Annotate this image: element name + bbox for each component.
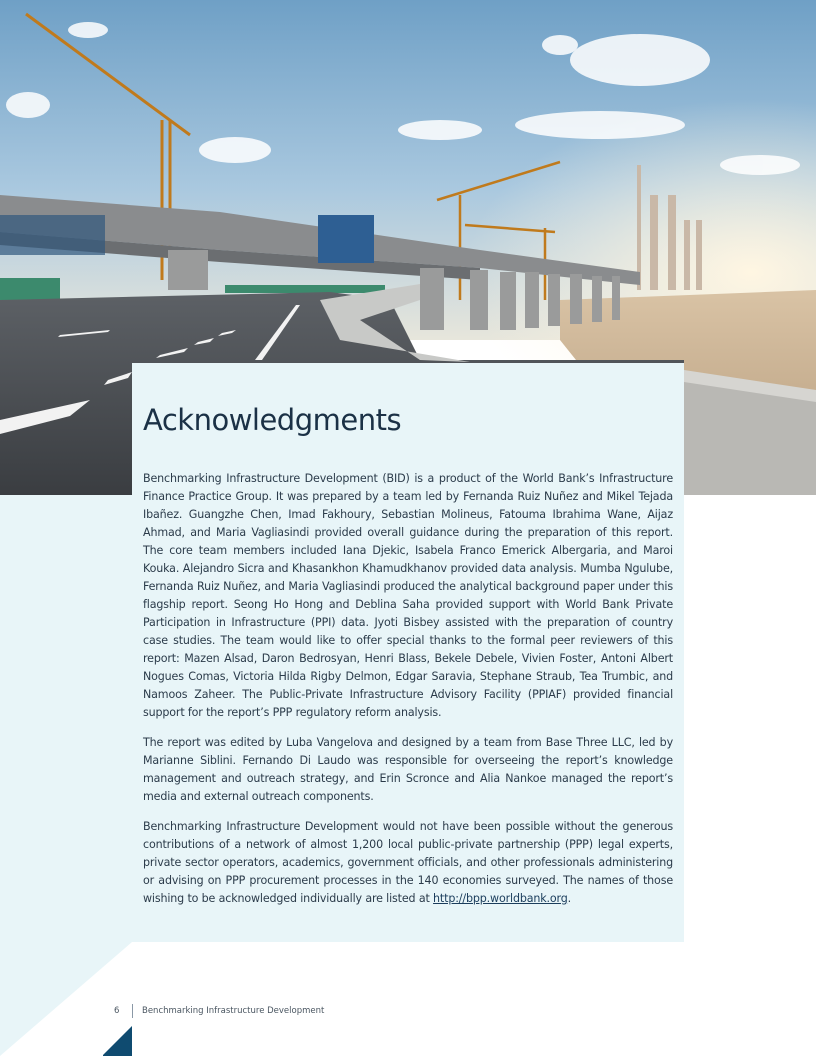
paragraph-team: Benchmarking Infrastructure Development (BID) is a product of the World Bank’s Infrastructure Finance Practice Group. It was prepared by a team led by Fernanda Ruiz Nuñez and Mikel Tejada Ibañez. Guangzhe Chen, Imad Fakhoury, Sebastian Molineus, Fatouma Ibrahima Wane, Aijaz Ahmad, and Maria Vagliasindi provided overall guidance during the preparation of this report. The core team members included Iana Djekic, Isabela Franco Emerick Albergaria, and Maroi Kouka. Alejandro Sicra and Khasankhon Khamudkhanov provided data analysis. Mumba Ngulube, Fernanda Ruiz Nuñez, and Maria Vagliasindi produced the analytical background paper under this flagship report. Seong Ho Hong and Deblina Saha provided support with World Bank Private Participation in Infrastructure (PPI) data. Jyoti Bisbey assisted with the preparation of country case studies. The team would like to offer special thanks to the formal peer reviewers of this report: Mazen Alsad, Daron Bedrosyan, Henri Blass, Bekele Debele, Vivien Foster, Antoni Albert Nogues Comas, Victoria Hilda Rigby Delmon, Edgar Saravia, Stephane Straub, Tea Trumbic, and Namoos Zaheer. The Public-Private Infrastructure Advisory Facility (PPIAF) provided financial support for the report’s PPP regulatory reform analysis. <box>143 472 673 719</box>
footer-divider <box>132 1004 133 1018</box>
page-title: Acknowledgments <box>143 403 402 437</box>
website-link[interactable]: http://bpp.worldbank.org <box>433 892 568 905</box>
page-number: 6 <box>114 1006 120 1016</box>
content-body <box>143 403 673 920</box>
paragraph-contributors-end: . <box>567 892 572 905</box>
footer-corner-triangle <box>103 1026 132 1056</box>
paragraph-contributors <box>143 818 673 908</box>
paragraph-contributors-text: Benchmarking Infrastructure Development would not have been possible without the generous contributions of a network of almost 1,200 local public-private partnership (PPP) legal experts, private sector operators, academics, government officials, and other professionals administering or advising on PPP procurement processes in the 140 economies surveyed. The names of those wishing to be acknowledged individually are listed at <box>143 820 673 905</box>
paragraph-editing: The report was edited by Luba Vangelova and designed by a team from Base Three LLC, led by Marianne Siblini. Fernando Di Laudo was responsible for overseeing the report’s knowledge management and outreach strategy, and Erin Scronce and Alia Nankoe managed the report’s media and external outreach components. <box>143 736 673 803</box>
content-card <box>132 363 684 942</box>
footer-title: Benchmarking Infrastructure Development <box>142 1006 325 1016</box>
